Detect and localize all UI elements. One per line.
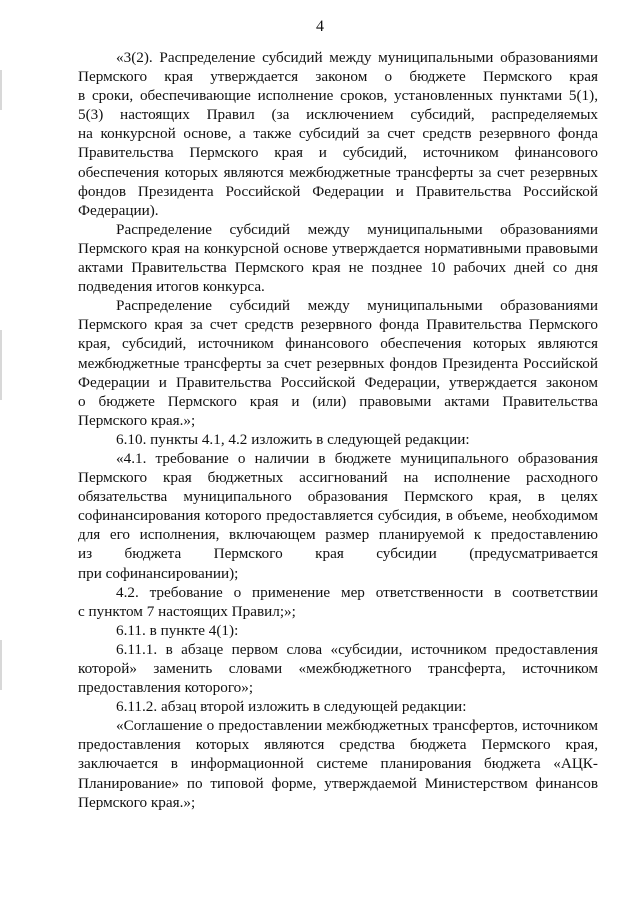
text-line: о бюджете Пермского края и (или) правовыми актами Правительства: [78, 392, 598, 410]
text-line: Федерации и Правительства Российской Федерации, утверждается законом: [78, 373, 598, 391]
text-line: которой» заменить словами «межбюджетного трансферта, источником: [78, 660, 598, 677]
text-line: обязательства муниципального образования Пермского края, в целях: [78, 488, 598, 506]
text-line: в сроки, обеспечивающие исполнение сроков, установленных пунктами 5(1),: [78, 87, 598, 105]
text-line: 6.10. пункты 4.1, 4.2 изложить в следующей редакции:: [116, 430, 470, 448]
text-line: Пермского края бюджетных ассигнований на исполнение расходного: [78, 469, 598, 487]
text-line: Пермского края.»;: [78, 793, 196, 811]
page-number: 4: [316, 18, 324, 35]
text-line: актами Правительства Пермского края не позднее 10 рабочих дней со дня: [78, 259, 598, 277]
binding-edge-mark: [0, 640, 2, 690]
text-line: для его исполнения, включающем размер планируемой к предоставлению: [78, 526, 598, 544]
text-line: Федерации).: [78, 201, 159, 219]
text-line: Правительства Пермского края и субсидий, источником финансового: [78, 144, 598, 162]
text-line: 4.2. требование о применение мер ответственности в соответствии: [116, 583, 598, 601]
paragraph: [78, 449, 598, 583]
text-line: с пунктом 7 настоящих Правил;»;: [78, 602, 296, 620]
paragraph: [78, 48, 598, 220]
text-line: Пермского края за счет средств резервного фонда Правительства Пермского: [78, 316, 598, 334]
text-line: заключается в информационной системе планирования бюджета «АЦК-: [78, 755, 598, 773]
text-line: на конкурсной основе, а также субсидий за счет средств резервного фонда: [78, 125, 598, 143]
text-line: «4.1. требование о наличии в бюджете муниципального образования: [116, 449, 598, 467]
text-line: подведения итогов конкурса.: [78, 278, 265, 296]
text-line: фондов Президента Российской Федерации и Правительства Российской: [78, 182, 598, 200]
text-line: 6.11. в пункте 4(1):: [116, 621, 239, 639]
text-line: из бюджета Пермского края субсидии (предусматривается: [78, 545, 598, 563]
text-line: межбюджетные трансферты за счет резервных фондов Президента Российской: [78, 354, 598, 372]
paragraph: [78, 716, 598, 811]
paragraph: [78, 296, 598, 430]
paragraph: [78, 697, 598, 716]
text-line: Распределение субсидий между муниципальными образованиями: [116, 220, 598, 238]
text-line: предоставления которого»;: [78, 679, 254, 697]
paragraph: [78, 430, 598, 449]
paragraph: [78, 583, 598, 621]
text-line: при софинансировании);: [78, 564, 239, 582]
text-line: Распределение субсидий между муниципальными образованиями: [116, 297, 598, 315]
binding-edge-mark: [0, 70, 2, 110]
binding-edge-mark: [0, 330, 2, 400]
text-line: Пермского края.»;: [78, 411, 196, 429]
text-line: Пермского края на конкурсной основе утверждается нормативными правовыми: [78, 239, 598, 257]
text-line: Планирование» по типовой форме, утверждаемой Министерством финансов: [78, 774, 598, 792]
text-line: софинансирования которого предоставляется субсидия, в объеме, необходимом: [78, 507, 598, 525]
text-line: 6.11.2. абзац второй изложить в следующей редакции:: [116, 698, 467, 716]
paragraph: [78, 640, 598, 697]
text-line: «Соглашение о предоставлении межбюджетных трансфертов, источником: [116, 717, 598, 735]
text-line: 6.11.1. в абзаце первом слова «субсидии, источником предоставления: [116, 640, 598, 658]
text-line: края, субсидий, источником финансового обеспечения которых являются: [78, 335, 598, 353]
text-line: предоставления которых являются средства бюджета Пермского края,: [78, 736, 598, 754]
document-body: [78, 48, 598, 812]
text-line: обеспечения которых являются межбюджетные трансферты за счет резервных: [78, 163, 598, 181]
text-line: 5(3) настоящих Правил (за исключением субсидий, распределяемых: [78, 106, 598, 124]
paragraph: [78, 621, 598, 640]
paragraph: [78, 220, 598, 296]
text-line: «3(2). Распределение субсидий между муниципальными образованиями: [116, 49, 598, 66]
text-line: Пермского края утверждается законом о бюджете Пермского края: [78, 68, 598, 86]
